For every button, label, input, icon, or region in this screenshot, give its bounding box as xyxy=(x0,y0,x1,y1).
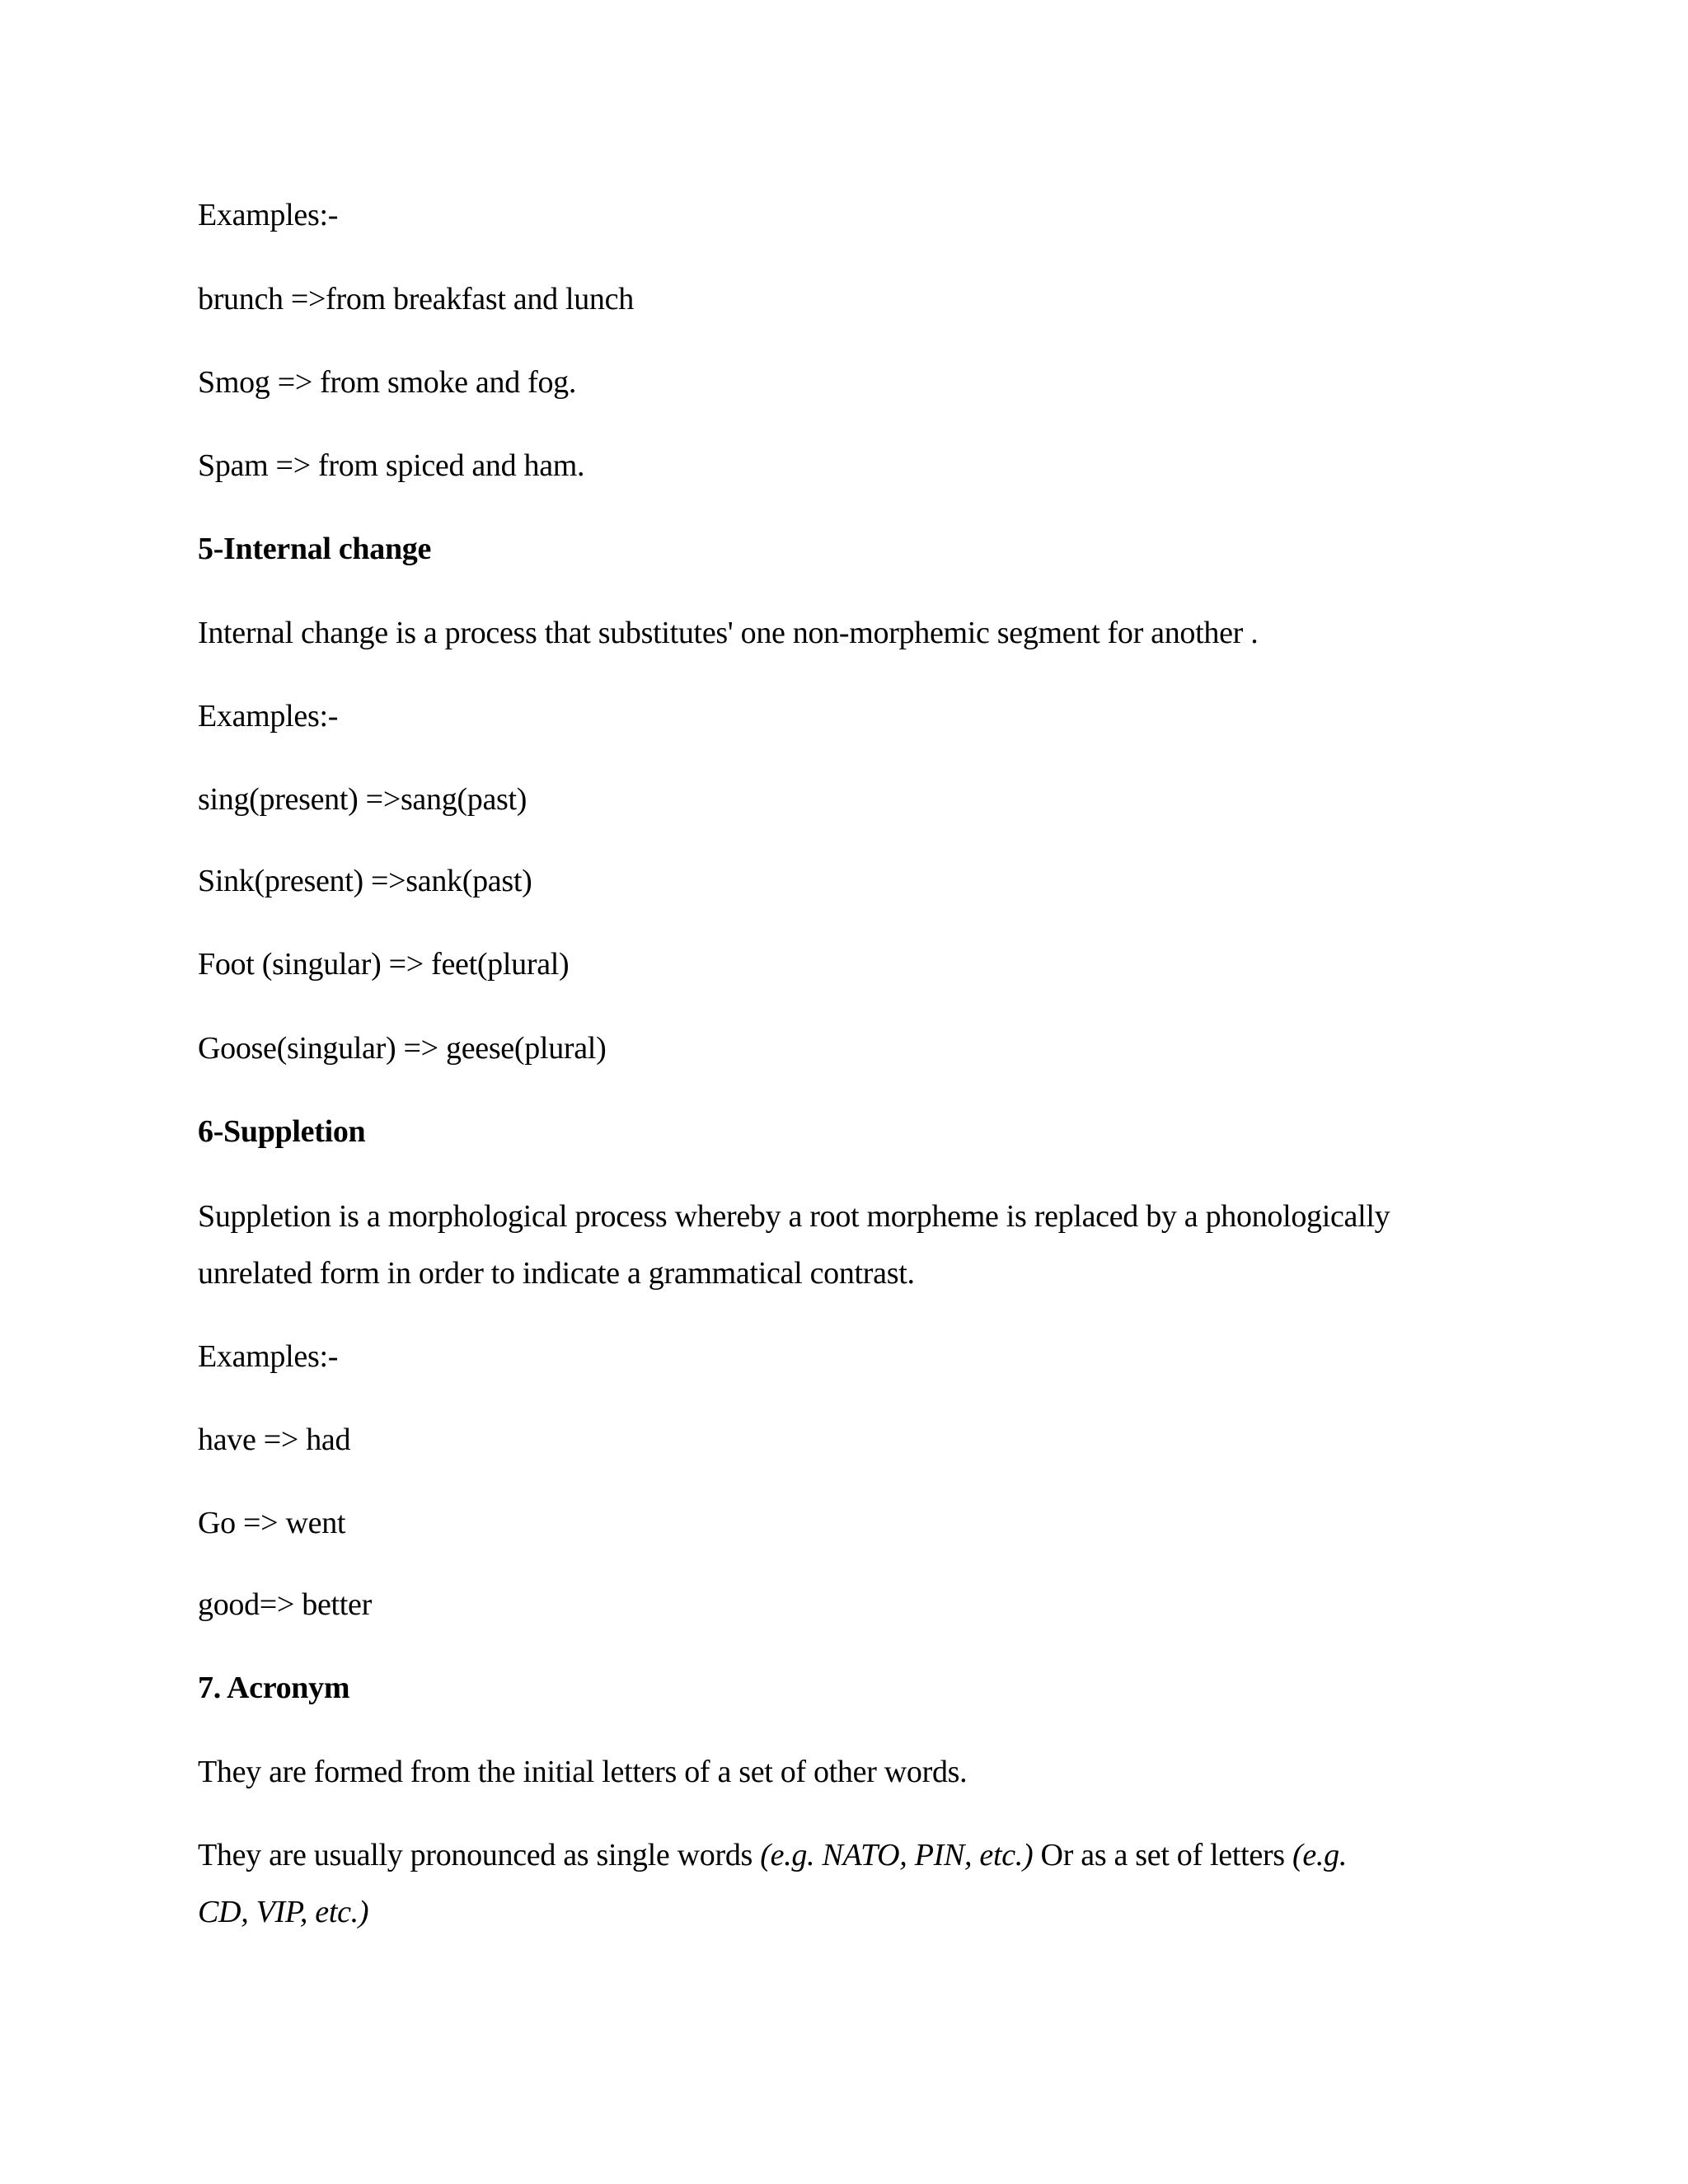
example-goose: Goose(singular) => geese(plural) xyxy=(198,1031,607,1066)
acronym-definition: They are formed from the initial letters of a set of other words. xyxy=(198,1755,968,1789)
example-have: have => had xyxy=(198,1422,351,1457)
example-brunch: brunch =>from breakfast and lunch xyxy=(198,282,634,316)
internal-change-definition: Internal change is a process that substitutes' one non-morphemic segment for another . xyxy=(198,616,1259,650)
example-spam: Spam => from spiced and ham. xyxy=(198,448,585,483)
suppletion-definition-line-2: unrelated form in order to indicate a grammatical contrast. xyxy=(198,1256,915,1291)
example-go: Go => went xyxy=(198,1506,346,1540)
examples-label-3: Examples:- xyxy=(198,1339,339,1374)
acronym-example-words: (e.g. NATO, PIN, etc.) xyxy=(760,1838,1034,1872)
acronym-text-1: They are usually pronounced as single words xyxy=(198,1838,761,1872)
acronym-pronunciation-line-2: CD, VIP, etc.) xyxy=(198,1895,369,1929)
heading-acronym: 7. Acronym xyxy=(198,1671,350,1705)
acronym-pronunciation-line-1 xyxy=(198,1836,1347,1874)
example-sink: Sink(present) =>sank(past) xyxy=(198,864,532,898)
example-foot: Foot (singular) => feet(plural) xyxy=(198,947,570,982)
acronym-example-letters-start: (e.g. xyxy=(1292,1838,1348,1872)
example-sing: sing(present) =>sang(past) xyxy=(198,782,528,817)
examples-label-2: Examples:- xyxy=(198,699,339,733)
heading-suppletion: 6-Suppletion xyxy=(198,1114,366,1149)
examples-label-1: Examples:- xyxy=(198,198,339,232)
example-good: good=> better xyxy=(198,1587,372,1622)
suppletion-definition-line-1: Suppletion is a morphological process whereby a root morpheme is replaced by a phonologically xyxy=(198,1199,1390,1234)
acronym-text-2: Or as a set of letters xyxy=(1033,1838,1292,1872)
heading-internal-change: 5-Internal change xyxy=(198,532,432,566)
example-smog: Smog => from smoke and fog. xyxy=(198,365,577,400)
